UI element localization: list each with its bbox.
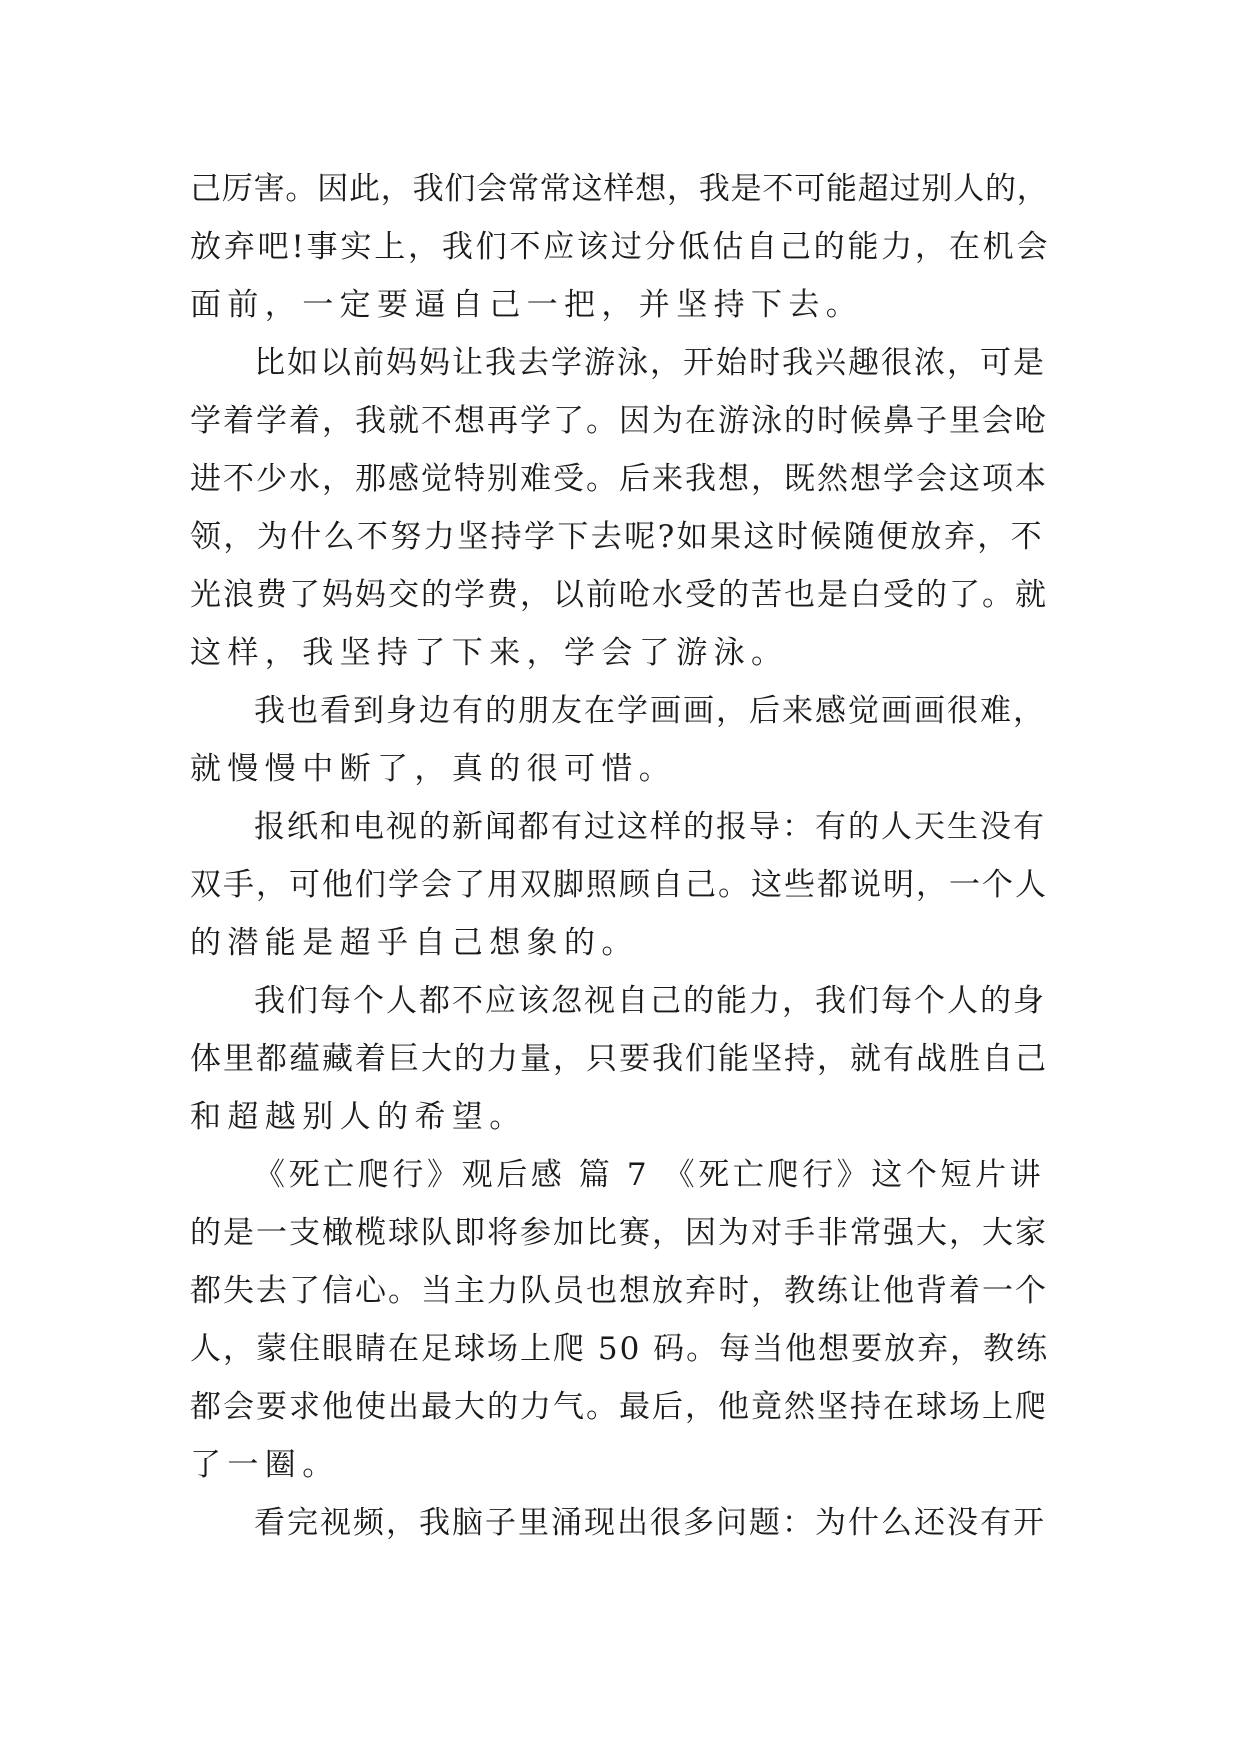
paragraph-first-line: 报纸和电视的新闻都有过这样的报导：有的人天生没有 <box>254 809 1046 845</box>
text-line: 都会要求他使出最大的力气。最后，他竟然坚持在球场上爬 <box>190 1389 1048 1425</box>
text-line: 人，蒙住眼睛在足球场上爬 50 码。每当他想要放弃，教练 <box>190 1331 1050 1367</box>
text-line: 的是一支橄榄球队即将参加比赛，因为对手非常强大，大家 <box>190 1215 1048 1251</box>
text-line: 都失去了信心。当主力队员也想放弃时，教练让他背着一个 <box>190 1273 1048 1309</box>
paragraph-first-line: 我们每个人都不应该忽视自己的能力，我们每个人的身 <box>254 983 1046 1019</box>
paragraph-first-line: 比如以前妈妈让我去学游泳，开始时我兴趣很浓，可是 <box>254 345 1046 381</box>
paragraph-first-line: 看完视频，我脑子里涌现出很多问题：为什么还没有开 <box>254 1505 1046 1541</box>
text-line: 领，为什么不努力坚持学下去呢?如果这时候随便放弃，不 <box>190 519 1045 555</box>
body-text <box>190 160 1050 1552</box>
text-line: 就慢慢中断了，真的很可惜。 <box>190 751 677 787</box>
text-line: 学着学着，我就不想再学了。因为在游泳的时候鼻子里会呛 <box>190 403 1048 439</box>
text-line: 进不少水，那感觉特别难受。后来我想，既然想学会这项本 <box>190 461 1048 497</box>
section-heading-line: 《死亡爬行》观后感 篇 7 《死亡爬行》这个短片讲 <box>254 1157 1045 1193</box>
text-line: 放弃吧!事实上，我们不应该过分低估自己的能力，在机会 <box>190 229 1051 265</box>
text-line: 了一圈。 <box>190 1447 340 1483</box>
text-line: 和超越别人的希望。 <box>190 1099 527 1135</box>
text-line: 双手，可他们学会了用双脚照顾自己。这些都说明，一个人 <box>190 867 1048 903</box>
text-line: 体里都蕴藏着巨大的力量，只要我们能坚持，就有战胜自己 <box>190 1041 1048 1077</box>
text-line: 面前，一定要逼自己一把，并坚持下去。 <box>190 287 864 323</box>
text-line: 这样，我坚持了下来，学会了游泳。 <box>190 635 789 671</box>
paragraph-first-line: 我也看到身边有的朋友在学画画，后来感觉画画很难， <box>254 693 1046 729</box>
text-line: 光浪费了妈妈交的学费，以前呛水受的苦也是白受的了。就 <box>190 577 1048 613</box>
text-line: 己厉害。因此，我们会常常这样想，我是不可能超过别人的， <box>190 171 1049 207</box>
text-line: 的潜能是超乎自己想象的。 <box>190 925 639 961</box>
